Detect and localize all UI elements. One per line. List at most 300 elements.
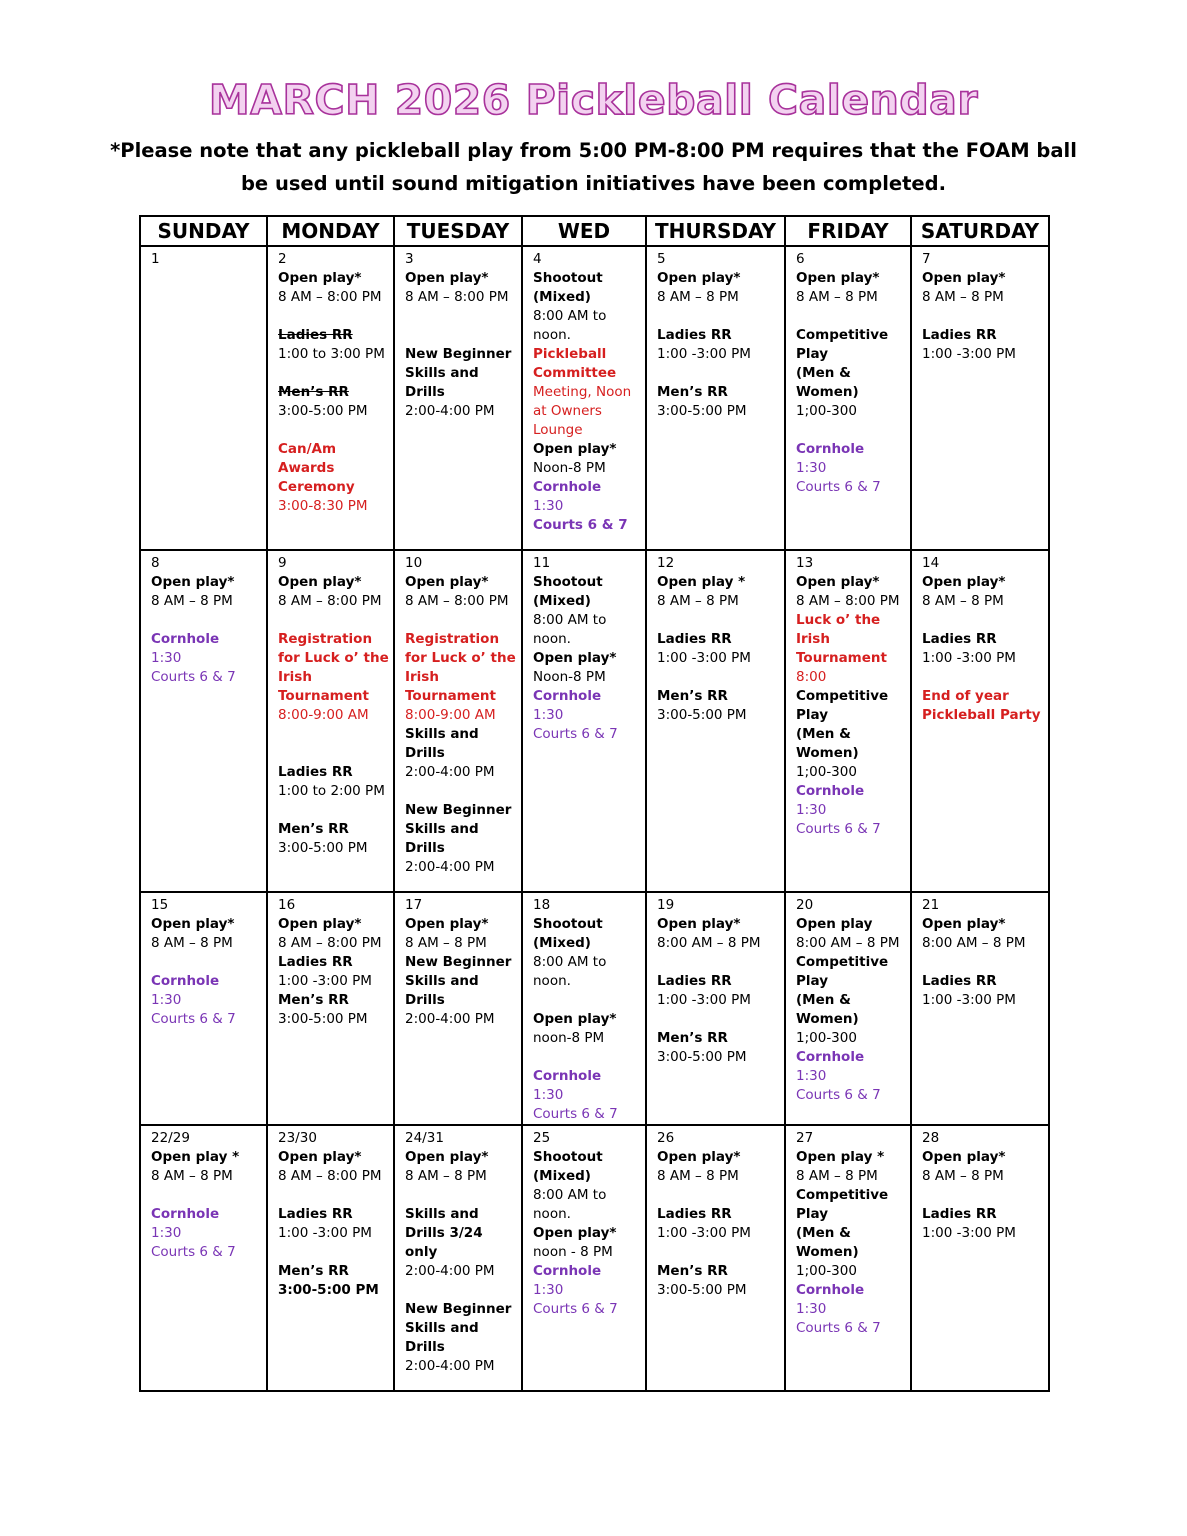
event-line: Courts 6 & 7: [151, 669, 236, 685]
event-line: Tournament: [796, 650, 887, 666]
event-line: Drills: [405, 745, 445, 761]
event-line: 1:00 -3:00 PM: [278, 1225, 372, 1241]
event-line: Open play*: [278, 1149, 362, 1165]
event-line: Women): [796, 745, 859, 761]
event-line: Open play*: [922, 270, 1006, 286]
weekday-header: FRIDAY: [785, 216, 911, 246]
event-line: Open play*: [533, 441, 617, 457]
event-line: Cornhole: [533, 1263, 602, 1279]
day-number: 22/29: [151, 1130, 190, 1146]
event-line: 3:00-5:00 PM: [278, 1282, 379, 1298]
day-cell: [394, 550, 522, 892]
weekday-header: MONDAY: [267, 216, 394, 246]
event-line: Open play*: [922, 916, 1006, 932]
day-number: 10: [405, 555, 423, 571]
event-line: Noon-8 PM: [533, 669, 606, 685]
day-cell: [140, 892, 267, 1125]
event-line: (Mixed): [533, 593, 591, 609]
day-number: 19: [657, 897, 675, 913]
event-line: Courts 6 & 7: [151, 1244, 236, 1260]
event-line: [405, 326, 517, 345]
event-line: Cornhole: [796, 1282, 865, 1298]
event-line: Courts 6 & 7: [533, 517, 628, 533]
event-line: End of year: [922, 688, 1009, 704]
week-row: [140, 550, 1049, 892]
event-line: Ladies RR: [922, 327, 997, 343]
event-line: 8 AM – 8:00 PM: [278, 935, 382, 951]
event-line: Men’s RR: [657, 384, 728, 400]
event-line: [657, 307, 780, 326]
event-line: 8:00 AM to: [533, 954, 607, 970]
day-number: 7: [922, 251, 931, 267]
event-line: Courts 6 & 7: [533, 726, 618, 742]
weekday-header: THURSDAY: [646, 216, 785, 246]
event-line: [922, 307, 1044, 326]
event-line: 8 AM – 8 PM: [922, 289, 1004, 305]
day-number: 5: [657, 251, 666, 267]
event-line: [796, 421, 906, 440]
event-line: 8 AM – 8:00 PM: [796, 593, 900, 609]
day-number: 21: [922, 897, 940, 913]
event-line: Open play: [796, 916, 873, 932]
event-line: 2:00-4:00 PM: [405, 1263, 495, 1279]
event-line: Drills 3/24 only: [405, 1225, 483, 1260]
event-line: Pickleball Party: [922, 707, 1041, 723]
weekday-header: WED: [522, 216, 646, 246]
day-number: 23/30: [278, 1130, 317, 1146]
event-line: 8 AM – 8:00 PM: [278, 289, 382, 305]
day-cell: [267, 1125, 394, 1391]
event-line: (Mixed): [533, 289, 591, 305]
event-line: 2:00-4:00 PM: [405, 859, 495, 875]
event-line: Ladies RR: [278, 1206, 353, 1222]
event-line: [922, 1186, 1044, 1205]
event-line: 1:30: [151, 1225, 182, 1241]
event-line: Cornhole: [796, 441, 865, 457]
event-line: Skills and: [405, 1320, 479, 1336]
event-line: [657, 668, 780, 687]
event-line: Ladies RR: [278, 764, 353, 780]
event-line: Skills and: [405, 726, 479, 742]
event-line: [151, 953, 262, 972]
event-line: Ladies RR: [278, 954, 353, 970]
event-line: (Men &: [796, 726, 851, 742]
event-line: Irish: [405, 669, 439, 685]
event-line: 1:30: [796, 1068, 827, 1084]
event-line: 1:30: [151, 992, 182, 1008]
event-line: Committee: [533, 365, 617, 381]
event-line: Drills: [405, 992, 445, 1008]
event-line: 1:00 -3:00 PM: [657, 650, 751, 666]
event-line: 3:00-5:00 PM: [657, 1049, 747, 1065]
event-line: [657, 1010, 780, 1029]
event-line: Courts 6 & 7: [796, 1320, 881, 1336]
day-number: 12: [657, 555, 675, 571]
event-line: Open play*: [657, 916, 741, 932]
event-line: 8:00: [796, 669, 827, 685]
event-line: Open play *: [151, 1149, 240, 1165]
event-line: Competitive: [796, 954, 889, 970]
event-line: [278, 307, 389, 326]
event-line: Open play*: [533, 1011, 617, 1027]
event-line: 1;00-300: [796, 764, 857, 780]
event-line: [278, 611, 389, 630]
event-line: (Men &: [796, 365, 851, 381]
event-line: [533, 1048, 641, 1067]
event-line: 8 AM – 8 PM: [405, 1168, 487, 1184]
event-line: 8:00 AM to: [533, 1187, 607, 1203]
day-cell: [522, 1125, 646, 1391]
event-line: 8:00-9:00 AM: [278, 707, 369, 723]
event-line: Courts 6 & 7: [151, 1011, 236, 1027]
event-line: 3:00-5:00 PM: [657, 403, 747, 419]
event-line: 2:00-4:00 PM: [405, 1358, 495, 1374]
event-line: 2:00-4:00 PM: [405, 1011, 495, 1027]
day-cell: [785, 246, 911, 550]
foam-ball-note: [100, 134, 1087, 200]
event-line: Tournament: [278, 688, 369, 704]
event-line: Shootout: [533, 574, 603, 590]
event-line: Open play*: [405, 270, 489, 286]
day-cell: [785, 892, 911, 1125]
event-line: [657, 364, 780, 383]
event-line: [278, 421, 389, 440]
event-line: [796, 307, 906, 326]
event-line: [405, 782, 517, 801]
event-line: Drills: [405, 384, 445, 400]
event-line: 1:30: [533, 498, 564, 514]
event-line: [922, 668, 1044, 687]
event-line: 1:30: [151, 650, 182, 666]
day-cell: [267, 892, 394, 1125]
event-line: [922, 611, 1044, 630]
day-cell: [522, 550, 646, 892]
event-line: Open play*: [278, 574, 362, 590]
day-number: 9: [278, 555, 287, 571]
event-line: [278, 801, 389, 820]
event-line: 1:00 -3:00 PM: [922, 992, 1016, 1008]
event-line: Cornhole: [533, 688, 602, 704]
event-line: noon - 8 PM: [533, 1244, 613, 1260]
event-line: Men’s RR: [278, 992, 349, 1008]
event-line: Women): [796, 1244, 859, 1260]
event-line: 2:00-4:00 PM: [405, 764, 495, 780]
day-cell: [140, 1125, 267, 1391]
event-line: Open play*: [533, 650, 617, 666]
event-line: noon.: [533, 1206, 571, 1222]
event-line: Courts 6 & 7: [533, 1301, 618, 1317]
day-number: 3: [405, 251, 414, 267]
event-line: 1:30: [533, 1282, 564, 1298]
day-number: 18: [533, 897, 551, 913]
event-line: 8 AM – 8 PM: [796, 289, 878, 305]
weekday-header: TUESDAY: [394, 216, 522, 246]
calendar-grid: [139, 215, 1050, 1392]
event-line: Luck o’ the: [796, 612, 881, 628]
day-number: 17: [405, 897, 423, 913]
note-line: *Please note that any pickleball play from 5:00 PM-8:00 PM requires that the FOAM ball: [110, 139, 1077, 162]
event-line: (Men &: [796, 992, 851, 1008]
day-number: 16: [278, 897, 296, 913]
event-line: Shootout: [533, 270, 603, 286]
event-line: Open play *: [796, 1149, 885, 1165]
event-line: Open play*: [796, 574, 880, 590]
event-line: Cornhole: [151, 631, 220, 647]
event-line: 3:00-5:00 PM: [278, 840, 368, 856]
event-line: Open play*: [657, 1149, 741, 1165]
event-line: noon.: [533, 327, 571, 343]
event-line: Men’s RR: [657, 1030, 728, 1046]
event-line: 8:00 AM – 8 PM: [796, 935, 900, 951]
day-cell: [267, 550, 394, 892]
event-line: 8 AM – 8 PM: [151, 1168, 233, 1184]
event-line: 8 AM – 8 PM: [657, 289, 739, 305]
day-number: 25: [533, 1130, 551, 1146]
event-line: Play: [796, 973, 829, 989]
day-number: 28: [922, 1130, 940, 1146]
day-cell: [522, 246, 646, 550]
page-title: MARCH 2026 Pickleball Calendar: [208, 76, 979, 124]
day-cell: [911, 246, 1049, 550]
event-line: 8 AM – 8 PM: [405, 935, 487, 951]
event-line: 1:30: [533, 1087, 564, 1103]
event-line: Open play*: [922, 1149, 1006, 1165]
day-cell: [646, 892, 785, 1125]
event-line: New Beginner: [405, 954, 512, 970]
event-line: Ladies RR: [657, 327, 732, 343]
event-line: 1:30: [796, 1301, 827, 1317]
event-line: Ladies RR: [278, 327, 353, 343]
event-line: 1;00-300: [796, 403, 857, 419]
day-number: 8: [151, 555, 160, 571]
day-cell: [394, 246, 522, 550]
event-line: Cornhole: [533, 1068, 602, 1084]
event-line: Awards: [278, 460, 335, 476]
event-line: Open play*: [922, 574, 1006, 590]
day-cell: [140, 246, 267, 550]
event-line: Play: [796, 346, 829, 362]
event-line: 1:00 -3:00 PM: [278, 973, 372, 989]
event-line: [278, 1243, 389, 1262]
event-line: Shootout: [533, 1149, 603, 1165]
event-line: 8:00-9:00 AM: [405, 707, 496, 723]
day-number: 15: [151, 897, 169, 913]
event-line: Ladies RR: [657, 631, 732, 647]
weekday-header-row: [140, 216, 1049, 246]
day-number: 11: [533, 555, 551, 571]
day-cell: [911, 1125, 1049, 1391]
event-line: Cornhole: [151, 973, 220, 989]
event-line: 3:00-5:00 PM: [657, 707, 747, 723]
event-line: Ladies RR: [922, 973, 997, 989]
event-line: 1:30: [796, 802, 827, 818]
event-line: for Luck o’ the: [405, 650, 516, 666]
event-line: Skills and: [405, 365, 479, 381]
event-line: 1;00-300: [796, 1030, 857, 1046]
event-line: Courts 6 & 7: [796, 1087, 881, 1103]
event-line: Skills and: [405, 973, 479, 989]
event-line: Women): [796, 1011, 859, 1027]
event-line: Pickleball: [533, 346, 607, 362]
event-line: for Luck o’ the: [278, 650, 389, 666]
event-line: 1:00 -3:00 PM: [657, 992, 751, 1008]
event-line: Courts 6 & 7: [796, 479, 881, 495]
event-line: Men’s RR: [278, 1263, 349, 1279]
weekday-header: SUNDAY: [140, 216, 267, 246]
event-line: [657, 611, 780, 630]
event-line: [405, 307, 517, 326]
event-line: Open play*: [278, 270, 362, 286]
event-line: Courts 6 & 7: [533, 1106, 618, 1122]
event-line: Lounge: [533, 422, 583, 438]
event-line: Women): [796, 384, 859, 400]
event-line: [151, 611, 262, 630]
event-line: 8:00 AM – 8 PM: [922, 935, 1026, 951]
event-line: Ladies RR: [922, 1206, 997, 1222]
note-line: be used until sound mitigation initiatives have been completed.: [240, 172, 947, 195]
event-line: Skills and: [405, 1206, 479, 1222]
event-line: 8 AM – 8:00 PM: [278, 1168, 382, 1184]
day-cell: [785, 550, 911, 892]
event-line: 8 AM – 8 PM: [922, 593, 1004, 609]
event-line: Open play*: [657, 270, 741, 286]
event-line: Courts 6 & 7: [796, 821, 881, 837]
day-number: 13: [796, 555, 814, 571]
event-line: [405, 1281, 517, 1300]
event-line: Cornhole: [533, 479, 602, 495]
event-line: 1;00-300: [796, 1263, 857, 1279]
event-line: Cornhole: [796, 1049, 865, 1065]
event-line: noon-8 PM: [533, 1030, 605, 1046]
event-line: 1:00 -3:00 PM: [657, 1225, 751, 1241]
event-line: [278, 725, 389, 744]
event-line: 8:00 AM – 8 PM: [657, 935, 761, 951]
day-cell: [646, 1125, 785, 1391]
weekday-header: SATURDAY: [911, 216, 1049, 246]
day-number: 14: [922, 555, 940, 571]
event-line: (Mixed): [533, 1168, 591, 1184]
day-number: 4: [533, 251, 542, 267]
event-line: Can/Am: [278, 441, 337, 457]
event-line: 1:00 to 3:00 PM: [278, 346, 385, 362]
event-line: 8 AM – 8 PM: [151, 593, 233, 609]
event-line: Men’s RR: [657, 1263, 728, 1279]
day-cell: [267, 246, 394, 550]
day-cell: [785, 1125, 911, 1391]
event-line: [657, 953, 780, 972]
day-cell: [646, 550, 785, 892]
event-line: [278, 364, 389, 383]
day-cell: [140, 550, 267, 892]
event-line: 1:30: [533, 707, 564, 723]
event-line: Drills: [405, 840, 445, 856]
event-line: Open play *: [657, 574, 746, 590]
week-row: [140, 1125, 1049, 1391]
event-line: Registration: [405, 631, 500, 647]
event-line: 8 AM – 8 PM: [657, 593, 739, 609]
event-line: 1:00 -3:00 PM: [657, 346, 751, 362]
day-number: 1: [151, 251, 160, 267]
event-line: [922, 953, 1044, 972]
day-number: 6: [796, 251, 805, 267]
event-line: New Beginner: [405, 346, 512, 362]
event-line: at Owners: [533, 403, 602, 419]
event-line: [405, 1186, 517, 1205]
event-line: 1:30: [796, 460, 827, 476]
event-line: 1:00 -3:00 PM: [922, 1225, 1016, 1241]
event-line: Cornhole: [151, 1206, 220, 1222]
event-line: 8 AM – 8 PM: [922, 1168, 1004, 1184]
day-number: 27: [796, 1130, 814, 1146]
event-line: Open play*: [278, 916, 362, 932]
event-line: 8 AM – 8 PM: [657, 1168, 739, 1184]
event-line: Men’s RR: [657, 688, 728, 704]
event-line: Shootout: [533, 916, 603, 932]
event-line: [657, 1186, 780, 1205]
day-number: 24/31: [405, 1130, 444, 1146]
day-cell: [394, 1125, 522, 1391]
event-line: Noon-8 PM: [533, 460, 606, 476]
event-line: noon.: [533, 631, 571, 647]
event-line: Open play*: [796, 270, 880, 286]
event-line: 3:00-5:00 PM: [278, 403, 368, 419]
event-line: 2:00-4:00 PM: [405, 403, 495, 419]
day-cell: [911, 550, 1049, 892]
event-line: 3:00-8:30 PM: [278, 498, 368, 514]
event-line: Ladies RR: [657, 973, 732, 989]
event-line: Open play*: [533, 1225, 617, 1241]
event-line: [151, 1186, 262, 1205]
event-line: 8 AM – 8 PM: [796, 1168, 878, 1184]
event-line: 1:00 -3:00 PM: [922, 346, 1016, 362]
event-line: [405, 611, 517, 630]
event-line: Competitive: [796, 688, 889, 704]
event-line: 8 AM – 8:00 PM: [278, 593, 382, 609]
event-line: Ladies RR: [657, 1206, 732, 1222]
event-line: 8:00 AM to: [533, 308, 607, 324]
event-line: Registration: [278, 631, 373, 647]
event-line: (Men &: [796, 1225, 851, 1241]
event-line: Ceremony: [278, 479, 355, 495]
week-row: [140, 892, 1049, 1125]
event-line: [657, 1243, 780, 1262]
event-line: Men’s RR: [278, 384, 349, 400]
event-line: Play: [796, 707, 829, 723]
day-number: 20: [796, 897, 814, 913]
event-line: 8 AM – 8:00 PM: [405, 593, 509, 609]
event-line: Tournament: [405, 688, 496, 704]
event-line: New Beginner: [405, 802, 512, 818]
day-cell: [522, 892, 646, 1125]
event-line: Drills: [405, 1339, 445, 1355]
event-line: (Mixed): [533, 935, 591, 951]
event-line: New Beginner: [405, 1301, 512, 1317]
event-line: Open play*: [405, 1149, 489, 1165]
event-line: Open play*: [405, 916, 489, 932]
calendar-body: [140, 246, 1049, 1391]
event-line: 8 AM – 8 PM: [151, 935, 233, 951]
event-line: Men’s RR: [278, 821, 349, 837]
event-line: Ladies RR: [922, 631, 997, 647]
event-line: Competitive: [796, 1187, 889, 1203]
event-line: Open play*: [405, 574, 489, 590]
event-line: Open play*: [151, 574, 235, 590]
week-row: [140, 246, 1049, 550]
event-line: 3:00-5:00 PM: [657, 1282, 747, 1298]
event-line: Competitive: [796, 327, 889, 343]
event-line: 1:00 -3:00 PM: [922, 650, 1016, 666]
event-line: [278, 1186, 389, 1205]
